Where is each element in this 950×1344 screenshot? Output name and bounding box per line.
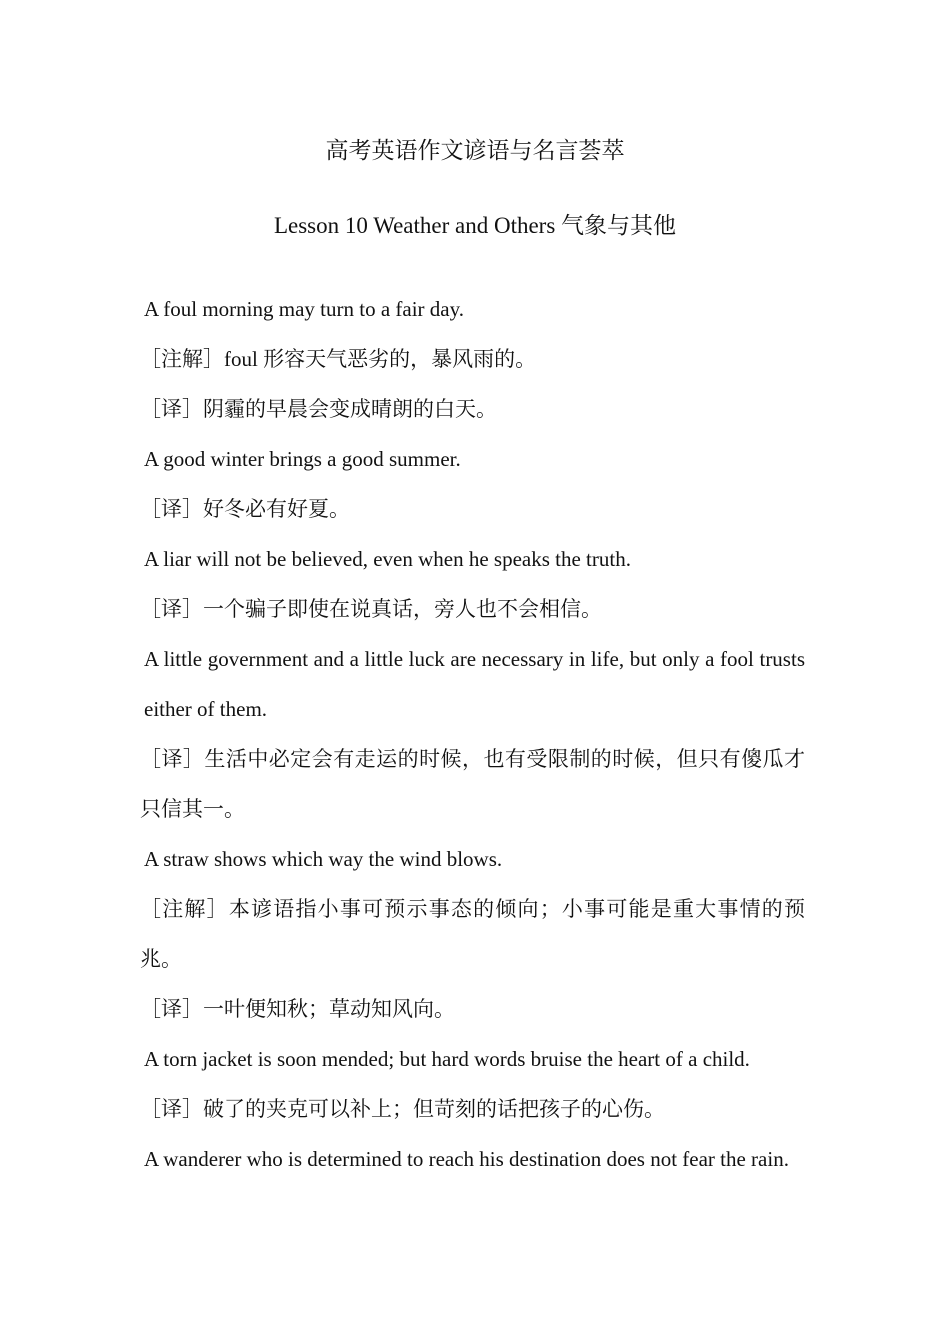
proverb-text: A straw shows which way the wind blows. (144, 847, 503, 871)
proverb-text: A liar will not be believed, even when he speaks the truth. (144, 547, 631, 571)
document-body (140, 284, 805, 1184)
annotation-text: ［注解］foul 形容天气恶劣的，暴风雨的。 (140, 347, 537, 371)
translation-text: ［译］好冬必有好夏。 (140, 497, 350, 521)
proverb-text: A torn jacket is soon mended; but hard words bruise the heart of a child. (144, 1047, 750, 1071)
translation-text: ［译］一个骗子即使在说真话，旁人也不会相信。 (140, 597, 602, 621)
translation-text: ［译］阴霾的早晨会变成晴朗的白天。 (140, 397, 497, 421)
proverb-text: A foul morning may turn to a fair day. (144, 297, 464, 321)
translation-text: ［译］生活中必定会有走运的时候，也有受限制的时候，但只有傻瓜才只信其一。 (140, 747, 805, 821)
lesson-title: Lesson 10 Weather and Others 气象与其他 (273, 213, 677, 238)
proverb-text: A little government and a little luck are necessary in life, but only a fool trusts either of them. (144, 647, 805, 721)
translation-text: ［译］一叶便知秋；草动知风向。 (140, 997, 455, 1021)
annotation-text: ［注解］本谚语指小事可预示事态的倾向；小事可能是重大事情的预兆。 (140, 897, 805, 971)
translation-text: ［译］破了的夹克可以补上；但苛刻的话把孩子的心伤。 (140, 1097, 665, 1121)
proverb-text: A wanderer who is determined to reach his destination does not fear the rain. (144, 1147, 789, 1171)
document-title: 高考英语作文谚语与名言荟萃 (325, 138, 625, 163)
proverb-text: A good winter brings a good summer. (144, 447, 461, 471)
